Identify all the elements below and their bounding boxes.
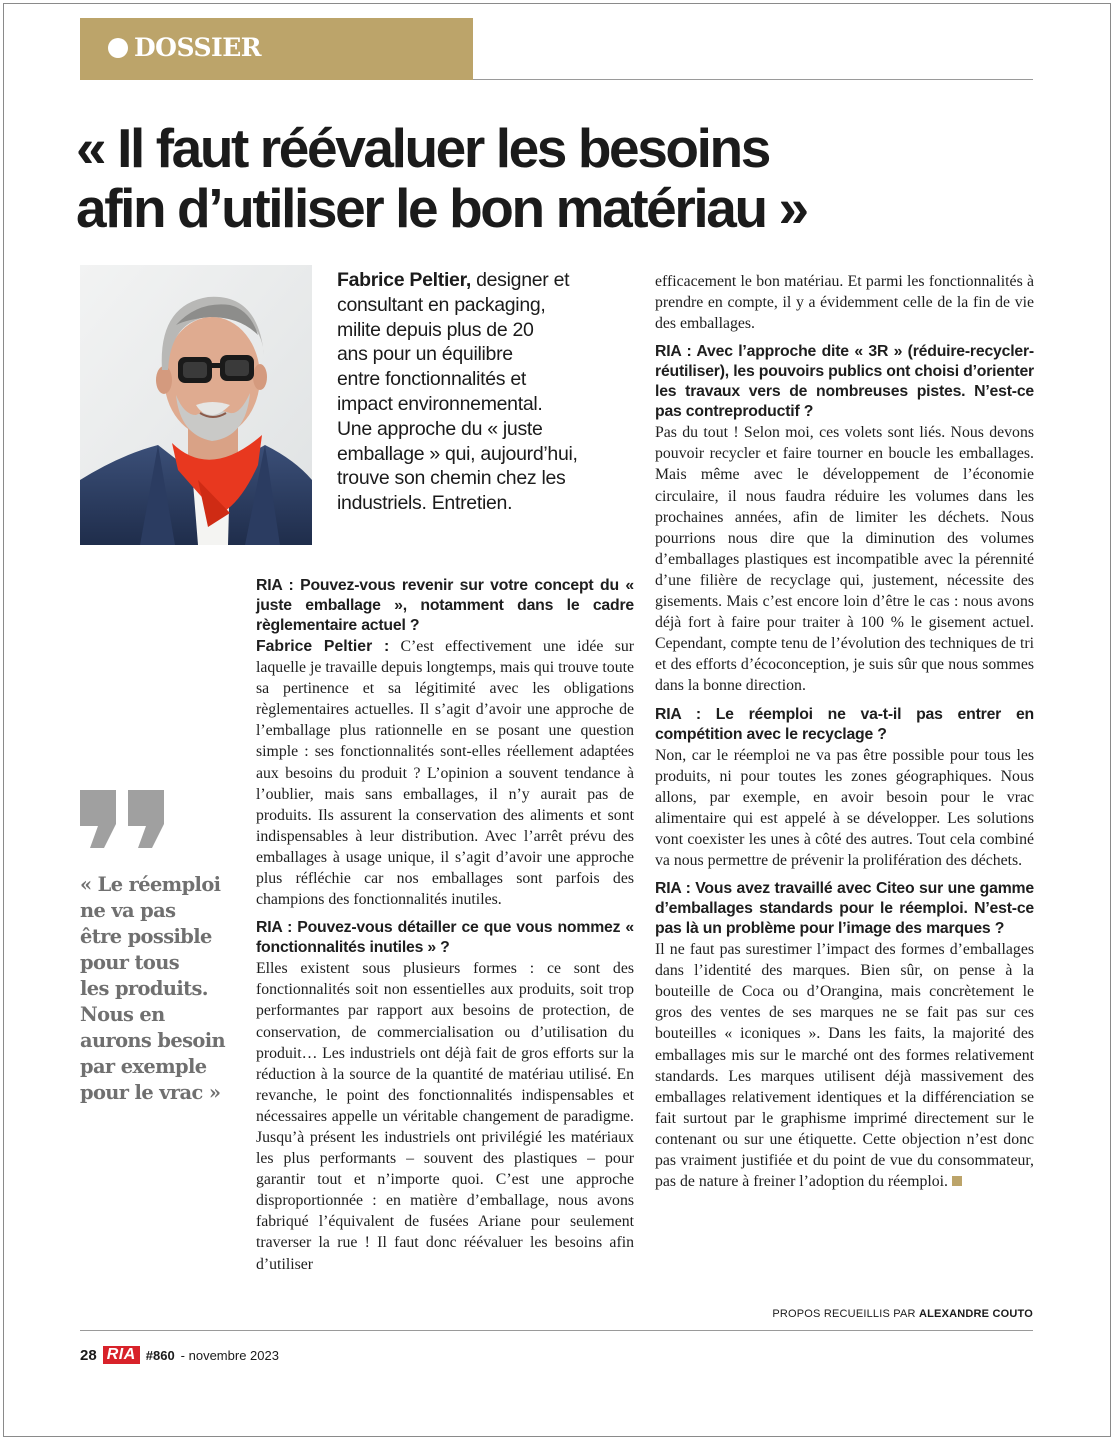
question-3: RIA : Avec l’approche dite « 3R » (réduire-recycler-réutiliser), les pouvoirs publics ont choisi d’orienter les travaux vers de nombreuses pistes. N’est-ce pas contreproductif ? [655, 343, 1034, 421]
article-column-right [655, 271, 1034, 1192]
issue-date: - novembre 2023 [180, 1347, 279, 1363]
intro-line: ans pour un équilibre [337, 343, 513, 366]
portrait-photo [80, 265, 312, 545]
answer-1: Fabrice Peltier : C’est effectivement une idée sur laquelle je travaille depuis longtemps, mais qui trouve toute sa pertinence et sa légitimité avec les obligations règlementaires actuelles. Il s’agit d’avoir une approche de l’emballage plus rationnelle en se posant une question simple : ses fonctionnalités sont-elles réellement adaptées aux besoins du produit ? L’opinion a souvent tendance à l’oublier, mais sans emballages, il n’y aurait pas de produits. Ils assurent la conservation des aliments et sont indispensables à leur distribution. Avec l’arrêt prévu des emballages à usage unique, il s’agit d’avoir une approche plus réfléchie car nos emballages sont parfois des champions des fonctionnalités inutiles. [256, 638, 634, 909]
question-5: RIA : Vous avez travaillé avec Citeo sur une gamme d’emballages standards pour le réemploi. N’est-ce pas là un problème pour l’image des marques ? [655, 880, 1034, 938]
page-number: 28 [80, 1346, 97, 1364]
question-4: RIA : Le réemploi ne va-t-il pas entrer en compétition avec le recyclage ? [655, 705, 1034, 743]
quote-marks-icon [80, 790, 170, 850]
answer-3: Pas du tout ! Selon moi, ces volets sont liés. Nous devons pouvoir recycler et faire tourner en boucle les emballages. Mais même avec le développement de l’économie circulaire, il nous faudra réduire les volumes dans les prochaines années, afin de limiter les déchets. Nous pourrions nous dire que la diminution des volumes d’emballages plastiques est incompatible avec la pérennité d’une filière de recyclage qui, justement, nécessite des gisements. Mais c’est encore loin d’être le cas : nous avons déjà fort à faire pour traiter à 100 % le gisement actuel. Cependant, compte tenu de l’évolution des techniques de tri et des efforts d’écoconception, je suis sûr que nous sommes dans la bonne direction. [655, 424, 1034, 695]
bullet-dot-icon [108, 38, 128, 58]
portrait-illustration [80, 265, 312, 545]
intro-line: Une approche du « juste [337, 417, 543, 440]
article-column-middle [256, 572, 634, 1275]
byline: PROPOS RECUEILLIS PAR ALEXANDRE COUTO [772, 1308, 1033, 1320]
intro-line: emballage » qui, aujourd’hui, [337, 442, 578, 465]
title-line-1: « Il faut réévaluer les besoins [76, 117, 769, 179]
intro-line: trouve son chemin chez les [337, 467, 566, 490]
question-2: RIA : Pouvez-vous détailler ce que vous nommez « fonctionnalités inutiles » ? [256, 919, 634, 957]
answer-2: Elles existent sous plusieurs formes : ce sont des fonctionnalités soit non essentielles aux produits, soit trop performantes par rapport aux besoins de protection, de conservation, de commercialisation ou d’utilisation du produit… Les industriels ont déjà fait de gros efforts sur la réduction à la source de la quantité de matériau utilisé. En revanche, le point des fonctionnalités indispensables et nécessaires appelle un véritable changement de paradigme. Jusqu’à présent les industriels ont privilégié les matériaux les plus performants – souvent des plastiques – pour garantir tout et n’importe quoi. C’est une approche disproportionnée : en matière d’emballage, nous avons fabriqué l’équivalent de fusées Ariane pour seulement traverser la rue ! Il faut donc réévaluer les besoins afin d’utiliser [256, 960, 634, 1273]
issue-number: #860 [145, 1347, 175, 1363]
page-footer [80, 1345, 279, 1365]
intro-line-1: Fabrice Peltier, designer et [337, 269, 570, 291]
title-line-2: afin d’utiliser le bon matériau » [76, 177, 807, 239]
pull-quote: « Le réemploi ne va pas être possible pour tous les produits. Nous en aurons besoin par exemple pour le vrac » [80, 873, 225, 1104]
ria-logo: RIA [103, 1346, 140, 1364]
answer-4: Non, car le réemploi ne va pas être possible pour tous les produits, ni pour toutes les zones géographiques. Nous allons, par exemple, en avoir besoin pour le vrac alimentaire qui est appelé à se développer. Les solutions vont coexister les unes à côté des autres. Tout cela combiné va nous permettre de prévenir la prolifération des déchets. [655, 746, 1034, 869]
answer-2-continued: efficacement le bon matériau. Et parmi les fonctionnalités à prendre en compte, il y a évidemment celle de la fin de vie des emballages. [655, 273, 1034, 333]
intro-line: consultant en packaging, [337, 293, 546, 316]
intro-text [337, 268, 637, 516]
intro-line: milite depuis plus de 20 [337, 318, 534, 341]
interviewee-name: Fabrice Peltier, [337, 269, 471, 291]
intro-line: industriels. Entretien. [337, 492, 513, 515]
answer-5: Il ne faut pas surestimer l’impact des formes d’emballages dans l’identité des marques. Bien sûr, on pense à la bouteille de Coca ou d’Orangina, mais concrètement le gros des ventes de ses marques ne se fait pas sur ces bouteilles « iconiques ». Dans les faits, la majorité des emballages mis sur le marché ont des formes relativement standards. Les marques utilisent déjà massivement des emballages relativement identiques et la différenciation se fait surtout par le graphisme imprimé directement sur le contenant ou sur une étiquette. Cette objection n’est donc pas vraiment justifiée et du point de vue du consommateur, pas de nature à freiner l’adoption du réemploi. [655, 941, 1034, 1191]
question-1: RIA : Pouvez-vous revenir sur votre concept du « juste emballage », notamment dans le cadre règlementaire actuel ? [256, 577, 634, 634]
intro-line: entre fonctionnalités et [337, 368, 527, 391]
footer-rule [80, 1330, 1033, 1331]
article-title [76, 118, 1056, 238]
header-rule [473, 79, 1033, 80]
section-label: DOSSIER [134, 33, 262, 62]
intro-line: impact environnemental. [337, 392, 543, 415]
end-mark-icon [952, 1176, 962, 1186]
byline-author: ALEXANDRE COUTO [918, 1308, 1033, 1320]
speaker-label: Fabrice Peltier : [256, 638, 390, 655]
